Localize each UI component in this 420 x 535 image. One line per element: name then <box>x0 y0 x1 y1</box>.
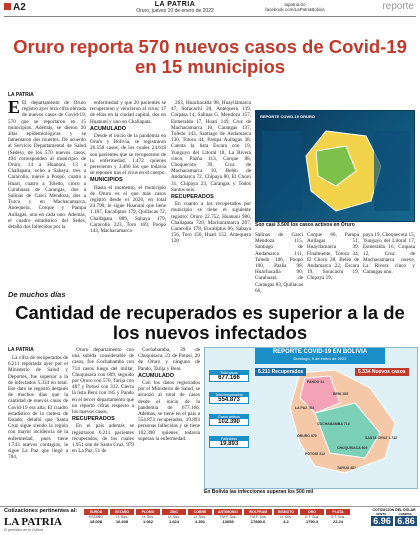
story1-headline: Oruro reporta 570 nuevos casos de Covid-19 en 15 municipios <box>13 36 407 77</box>
dept-beni: BENI 185 <box>333 392 349 396</box>
story1-col3-text: 263, Huachacalla 98, Huayllamarca 47, Soracachi 20, Antequera 139, Coipasa 14, Salinas G. Mendoza 157, Esmeralda 17, Huari 149, Cruz de Machacamarca 10, Carangas 137, Toledo 143, Santiago de Andamarca 130, Totora 44, Pampa Aullagas 38. Cuenta la lista Escara con 19, Yunguyo del Litoral 18, La Rivera cinco, Pazña 113, Corque 88, Choquecota 39, Cruz de Machacamarca 10, Belén de Andamarca 72, Chipaya 80, El Choro 31, Chipaya 23, Carangas y Todos Santos seis. <box>171 100 251 193</box>
story1-bottom-a: Salinas de Garci Mendoza 115, Santiago de Andamarca 111, Toledo 106, Poopó 100, Pazña 98, Huachacalla 90, Curahuara de Carangas 83, Quillacas 66, <box>255 232 303 294</box>
page-number: A2 <box>4 2 26 13</box>
dept-pando: PANDO 31 <box>307 380 325 384</box>
masthead <box>130 1 220 14</box>
ticker-item: BISMUTO Lf. Sus. 4.2 <box>274 509 298 524</box>
story2-column-3 <box>138 347 200 503</box>
oruro-covid-infographic <box>255 110 415 222</box>
story1-column-2 <box>90 100 166 286</box>
story1-col2c-text: Hasta el momento, el municipio de Oruro es el que más casos registró desde el 2020, en total 24.790; le sigue Huanuni que tiene 1.187, Eucaliptus 179, Quillacas 72, Challapata 889, Sabaya 179, Caracollo 223, Toro 169, Poopó 143, Machacamarca <box>90 184 166 235</box>
stat-deaths: Fallecidos 19.893 <box>209 436 249 448</box>
website-link: lapatria.bo <box>284 2 306 7</box>
story2-col2b-text: En el país además se registraron 6.211 pacientes recuperados, de los cuales 1.951 son de Santa Cruz, 979 en La Paz, 51 de <box>72 423 134 455</box>
dept-la-paz: LA PAZ 784 <box>295 406 315 410</box>
dropcap: E <box>8 97 21 117</box>
dept-oruro: ORURO 570 <box>297 434 317 438</box>
story2-byline: LA PATRIA <box>8 347 34 353</box>
story2-column-2 <box>72 347 134 503</box>
story1-bottom-b: Corque 60, Pampa Aullagas 51, Huayllamarca 39. Finalmente, Totora 34, El Choro 28, Belén de Andamarca 22, Escara 19, Soracachi 19, Chipaya 19, <box>307 232 359 282</box>
bolivia-covid-infographic <box>204 347 418 489</box>
story2-headline: Cantidad de recuperados es superior a la de los nuevos infectados <box>15 302 405 343</box>
ticker-item: PLATA O.T. Sus. 22.24 <box>326 509 350 524</box>
story1-col2-text: enfermedad y que 20 pacientes se recuperaron y vencieron al virus; 17 de ellos en la ciudad capital, dos en Huanuni y uno en Challapata. <box>90 100 166 125</box>
story1-col3b-text: En cuanto a los recuperados por municipio se tiene el siguiente registro: Oruro 22.752, Huanuni 980, Challapata 720, Machacamarca 207, Caracollo 178, Eucaliptus 96, Sabaya 156, Toro 150, Huari 152, Antequera 120 <box>171 201 251 245</box>
ticker-item: PLOMO Lf. Sus. 1.062 <box>136 509 160 524</box>
tag-recovered: 6.211 Recuperados <box>255 368 306 376</box>
dollar-buy-value: 6.86 <box>397 516 415 526</box>
infographic1-caption: Son casi 3.500 los casos activos en Oruro <box>255 222 355 228</box>
quotations-ticker <box>0 506 420 535</box>
story1-column-3 <box>171 100 251 282</box>
ticker-logo: LA PATRIA <box>4 516 62 528</box>
story1-subhead-recuperados: RECUPERADOS <box>171 194 214 201</box>
story2-kicker: De muchos días <box>8 290 66 299</box>
stat-total-cases: Total casos 677.166 <box>209 370 249 382</box>
header-divider <box>4 16 416 17</box>
dept-potosi: POTOSÍ 312 <box>305 452 325 456</box>
ticker-slogan: El periódico en la Cultura <box>4 528 44 532</box>
story2-subhead-acumulado: ACUMULADO <box>138 372 175 379</box>
issue-date: Oruro, jueves 10 de enero de 2022 <box>136 8 214 14</box>
stat-active-cases: Casos activos 102.390 <box>209 414 249 426</box>
story1-column-1 <box>8 97 86 286</box>
ticker-item: ORO O.T. Sus. 1790.3 <box>300 509 324 524</box>
story2-subhead-recuperados: RECUPERADOS <box>72 416 115 423</box>
infographic2-title: REPORTE COVID-19 EN BOLIVIA <box>272 349 368 355</box>
dept-santa-cruz: SANTA CRUZ 1.743 <box>365 436 398 440</box>
story2-col3b-text: Con los datos registrados por el Ministerio de Salud, se alcanzó al total de casos desde el inicio de la pandemia de 677.166. Además, se tiene en el país a 554.873 recuperados, 19.893 personas fallecidas y se tiene 102.390 quienes todavía superan la enfermedad. <box>138 380 200 442</box>
story1-col1-text: El departamento de Oruro registró ayer otra cifra elevada de nuevos casos de Covid-19, 570 que se reportaron en 15 municipios. Además, se dieron 20 altas epidemiológicas y se lamentaron dos muertes. De acuerdo al Servicio Departamental de Salud (Sedes), de los 570 nuevos casos, 494 corresponden al municipio de Oruro, 14 a Huanuni, 13 a Challapata, ocho a Sabaya, tres a Caracollo, nueve a Poopó, cuatro a Huari, cuatro a Toledo, cinco a Curahuara de Carangas, dos a Salinas de Garci Mendoza, dos a Turco y en Machacamarca, Antequera, Corque y Pampa Aullagas, uno en cada uno. Además, el cuadro estadístico del Sedes, detalló dos fallecidos por la <box>8 100 86 231</box>
dollar-sell-value: 6.96 <box>373 516 391 526</box>
story2-col1-text: La cifra de recuperados de 6.211 reportada ayer por el Ministerio de Salud y Deportes, fue superior a la de infectados 5.334 en total. Ese dato se registró después de muchos días que la cantidad de nuevos casos de Covid-19 era alta. El cuadro estadístico de la cartera de Estado, detalló que Santa Cruz sigue siendo la región con mayor incidencia de la enfermedad, pues tiene 1.743 nuevos contagios, le sigue La Paz que llegó a 784, <box>8 355 68 461</box>
social-links <box>245 2 345 12</box>
dept-cochabamba: COCHABAMBA 714 <box>317 422 350 426</box>
newspaper-name: LA PATRIA <box>154 1 196 8</box>
story2-column-1 <box>8 355 68 503</box>
dollar-exchange: COTIZACIÓN DEL DÓLAR VENTA COMPRA 6.96 6.86 <box>370 508 418 526</box>
story1-byline: LA PATRIA <box>8 92 34 98</box>
story1-col2b-text: Desde el inicio de la pandemia en Oruro y Bolivia, se registraron 26.558 casos, de los cuales 24.618 son pacientes que se recuperaron de la enfermedad, 1.472 quienes perecieron y 3.466 los que todavía se reponen tras el virus en el cuerpo. <box>90 133 166 177</box>
ticker-item: EUROS ESTAÑO 18.008 <box>84 509 108 524</box>
oruro-map-graphic <box>256 111 414 221</box>
story2-col3-text: Cochabamba, 39 de Chuquisaca, 23 de Potosí, 20 de Oruro y ninguno de Pando, Tarija y Beni. <box>138 347 200 372</box>
infographic2-caption: En Bolivia las infecciones superan los 500 mil <box>204 489 314 495</box>
ticker-title: Cotizaciones pertinentes al: <box>4 508 78 514</box>
dept-tarija: TARIJA 487 <box>337 466 357 470</box>
story1-bottom-c: paya 19, Choquecota 15, Yunguyo del Litoral 17, Esmeralda 16, Coipasa 12, Cruz de Machacamarca nueve, La Rivera cinco y Carangas uno. <box>363 232 415 276</box>
ticker-item: ZINC Lf. Sus. 1.624 <box>162 509 186 524</box>
tag-new-cases: 5.334 Nuevos casos <box>355 368 409 376</box>
ticker-item: ANTIMONIO T.M.F. Sus. 13658 <box>214 509 242 524</box>
ticker-item: COBRE Lf. Sus. 4.391 <box>188 509 212 524</box>
ticker-item: ESTAÑO Lf. Sus. 16.408 <box>110 509 134 524</box>
story1-subhead-acumulado: ACUMULADO <box>90 125 127 132</box>
story2-col2-text: Oruro departamento con una subida considerable de casos, fue Cochabamba con 714 casos luego del millar, Chuquisaca con 609, seguido por Oruro con 570, Tarija con 487 y Potosí con 312. Cierra la lista Beni con 185 y Pando en el tercer departamento que no reportó cifras respecto a los nuevos casos. <box>72 347 134 416</box>
dollar-title: COTIZACIÓN DEL DÓLAR <box>372 508 416 512</box>
stat-total-recovered: Total recuperados 554.873 <box>209 392 249 404</box>
dept-chuquisaca: CHUQUISACA 609 <box>337 446 368 450</box>
facebook-link: facebook.com/LaPatriaBolivia <box>265 7 325 12</box>
ticker-item: WOLFRAM T.M.F. Sus. 17880.6 <box>244 509 272 524</box>
infographic1-title: REPORTE COVID-19 ORURO <box>260 114 315 119</box>
section-label: reporte <box>382 1 414 12</box>
story1-subhead-municipios: MUNICIPIOS <box>90 177 123 184</box>
infographic2-subtitle: Domingo, 9 de enero de 2022 <box>293 356 347 361</box>
